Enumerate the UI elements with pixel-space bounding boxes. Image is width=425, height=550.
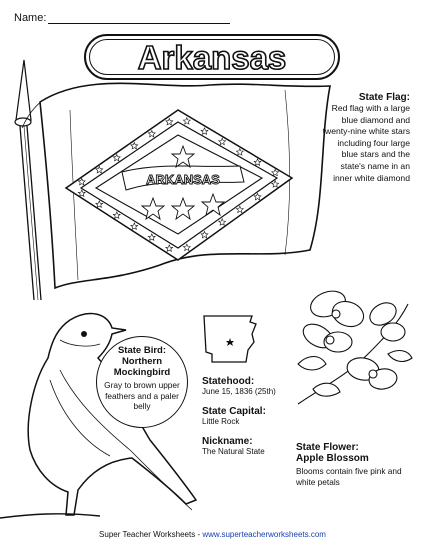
flag-pole	[15, 60, 41, 300]
capital-value: Little Rock	[202, 417, 240, 426]
nickname-value: The Natural State	[202, 447, 265, 456]
flower-info	[296, 442, 416, 487]
footer-brand: Super Teacher Worksheets	[99, 530, 196, 539]
nickname-label: Nickname:	[202, 436, 253, 447]
flag-label: State Flag:	[358, 92, 410, 103]
state-outline-map	[200, 312, 260, 368]
bird-label-2: Northern	[121, 356, 163, 367]
statehood-fact	[202, 376, 300, 397]
statehood-label: Statehood:	[202, 376, 255, 387]
flag-state-name: ARKANSAS	[146, 172, 220, 187]
bird-description: Gray to brown upper feathers and a paler belly	[104, 380, 180, 411]
capital-fact	[202, 406, 300, 427]
bird-label-3: Mockingbird	[113, 367, 171, 378]
flower-label-1: State Flower:	[296, 442, 359, 453]
capital-label: State Capital:	[202, 406, 266, 417]
name-input-line[interactable]	[48, 23, 230, 24]
footer-url-link[interactable]: www.superteacherworksheets.com	[202, 530, 326, 539]
flower-description: Blooms contain five pink and white petals	[296, 466, 402, 487]
footer	[0, 530, 425, 539]
page-title: Arkansas	[137, 39, 287, 76]
state-facts	[202, 376, 300, 466]
flag-info	[320, 92, 410, 184]
footer-separator: -	[195, 530, 203, 539]
apple-blossom-drawing	[288, 284, 418, 434]
bird-info-circle	[96, 336, 188, 428]
nickname-fact	[202, 436, 300, 457]
flag-description: Red flag with a large blue diamond and twenty-nine white stars including four large blue stars and the state's name in an inner white diamond	[322, 103, 410, 183]
name-label: Name:	[14, 12, 47, 24]
bird-label-1: State Bird:	[117, 345, 167, 356]
statehood-value: June 15, 1836 (25th)	[202, 387, 276, 396]
flower-label-2: Apple Blossom	[296, 453, 369, 464]
